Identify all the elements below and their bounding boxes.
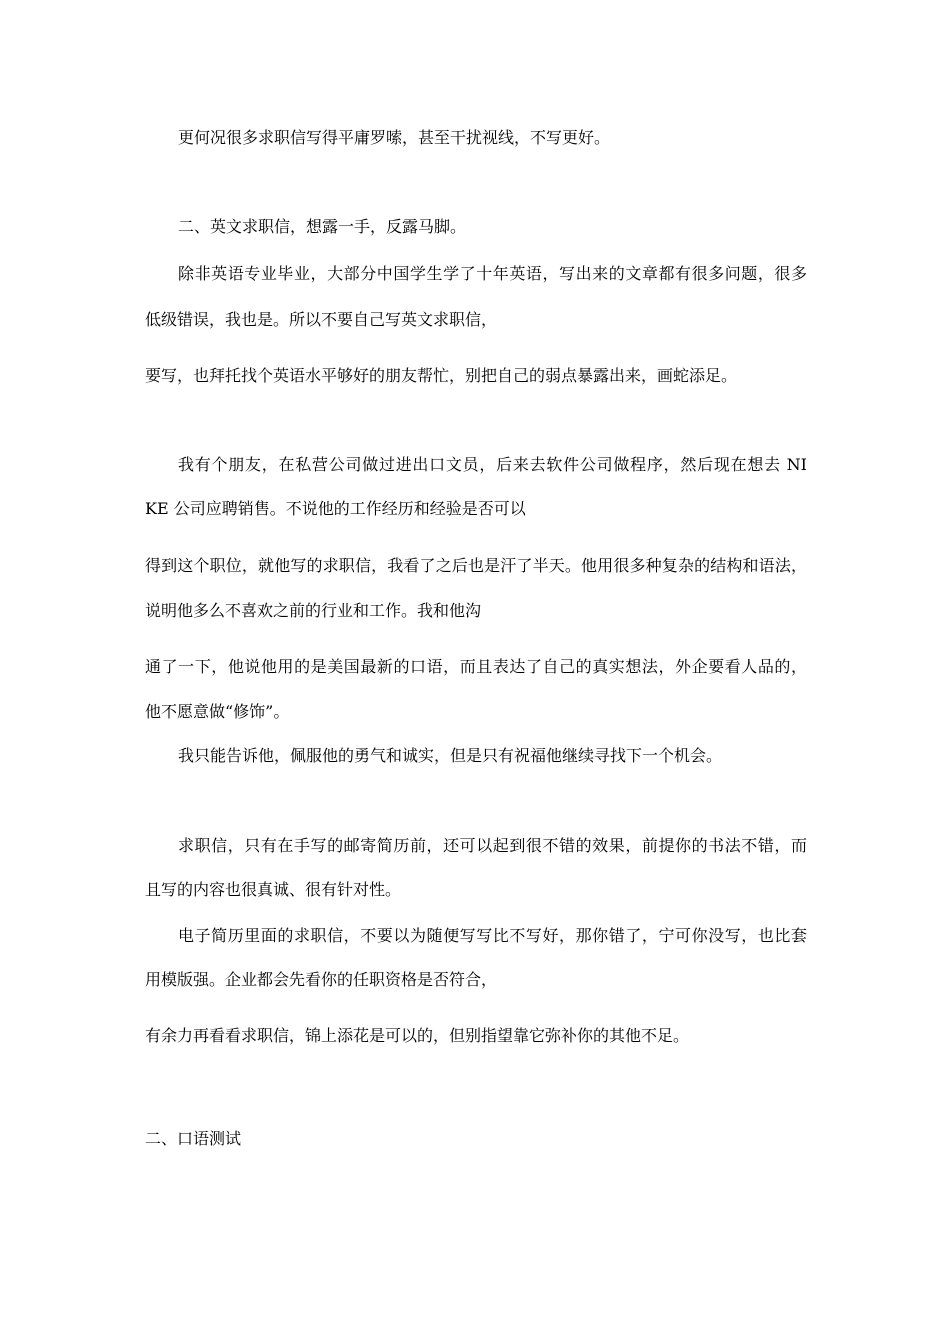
paragraph-line: 他不愿意做“修饰”。 xyxy=(145,702,290,721)
section-heading: 二、英文求职信，想露一手，反露马脚。 xyxy=(178,217,467,236)
paragraph-line: 通了一下，他说他用的是美国最新的口语，而且表达了自己的真实想法，外企要看人品的， xyxy=(145,657,807,676)
paragraph-line: 有余力再看看求职信，锦上添花是可以的，但别指望靠它弥补你的其他不足。 xyxy=(145,1026,690,1045)
paragraph-line: KE 公司应聘销售。不说他的工作经历和经验是否可以 xyxy=(145,499,526,518)
paragraph-line: 且写的内容也很真诚、很有针对性。 xyxy=(145,880,402,899)
paragraph-line: 我有个朋友，在私营公司做过进出口文员，后来去软件公司做程序，然后现在想去 NI xyxy=(178,455,807,474)
paragraph-line: 说明他多么不喜欢之前的行业和工作。我和他沟 xyxy=(145,601,482,620)
paragraph-line: 要写，也拜托找个英语水平够好的朋友帮忙，别把自己的弱点暴露出来，画蛇添足。 xyxy=(145,366,738,385)
section-heading: 二、口语测试 xyxy=(145,1129,242,1148)
paragraph-line: 得到这个职位，就他写的求职信，我看了之后也是汗了半天。他用很多种复杂的结构和语法， xyxy=(145,556,807,575)
paragraph-line: 求职信，只有在手写的邮寄简历前，还可以起到很不错的效果，前提你的书法不错，而 xyxy=(178,836,807,855)
paragraph-line: 低级错误，我也是。所以不要自己写英文求职信， xyxy=(145,310,498,329)
paragraph-line: 用模版强。企业都会先看你的任职资格是否符合， xyxy=(145,970,498,989)
paragraph-line: 我只能告诉他，佩服他的勇气和诚实，但是只有祝福他继续寻找下一个机会。 xyxy=(178,746,723,765)
paragraph-line: 更何况很多求职信写得平庸罗嗦，甚至干扰视线，不写更好。 xyxy=(178,128,611,147)
paragraph-line: 除非英语专业毕业，大部分中国学生学了十年英语，写出来的文章都有很多问题，很多 xyxy=(178,264,807,283)
paragraph-line: 电子简历里面的求职信，不要以为随便写写比不写好，那你错了，宁可你没写，也比套 xyxy=(178,926,807,945)
